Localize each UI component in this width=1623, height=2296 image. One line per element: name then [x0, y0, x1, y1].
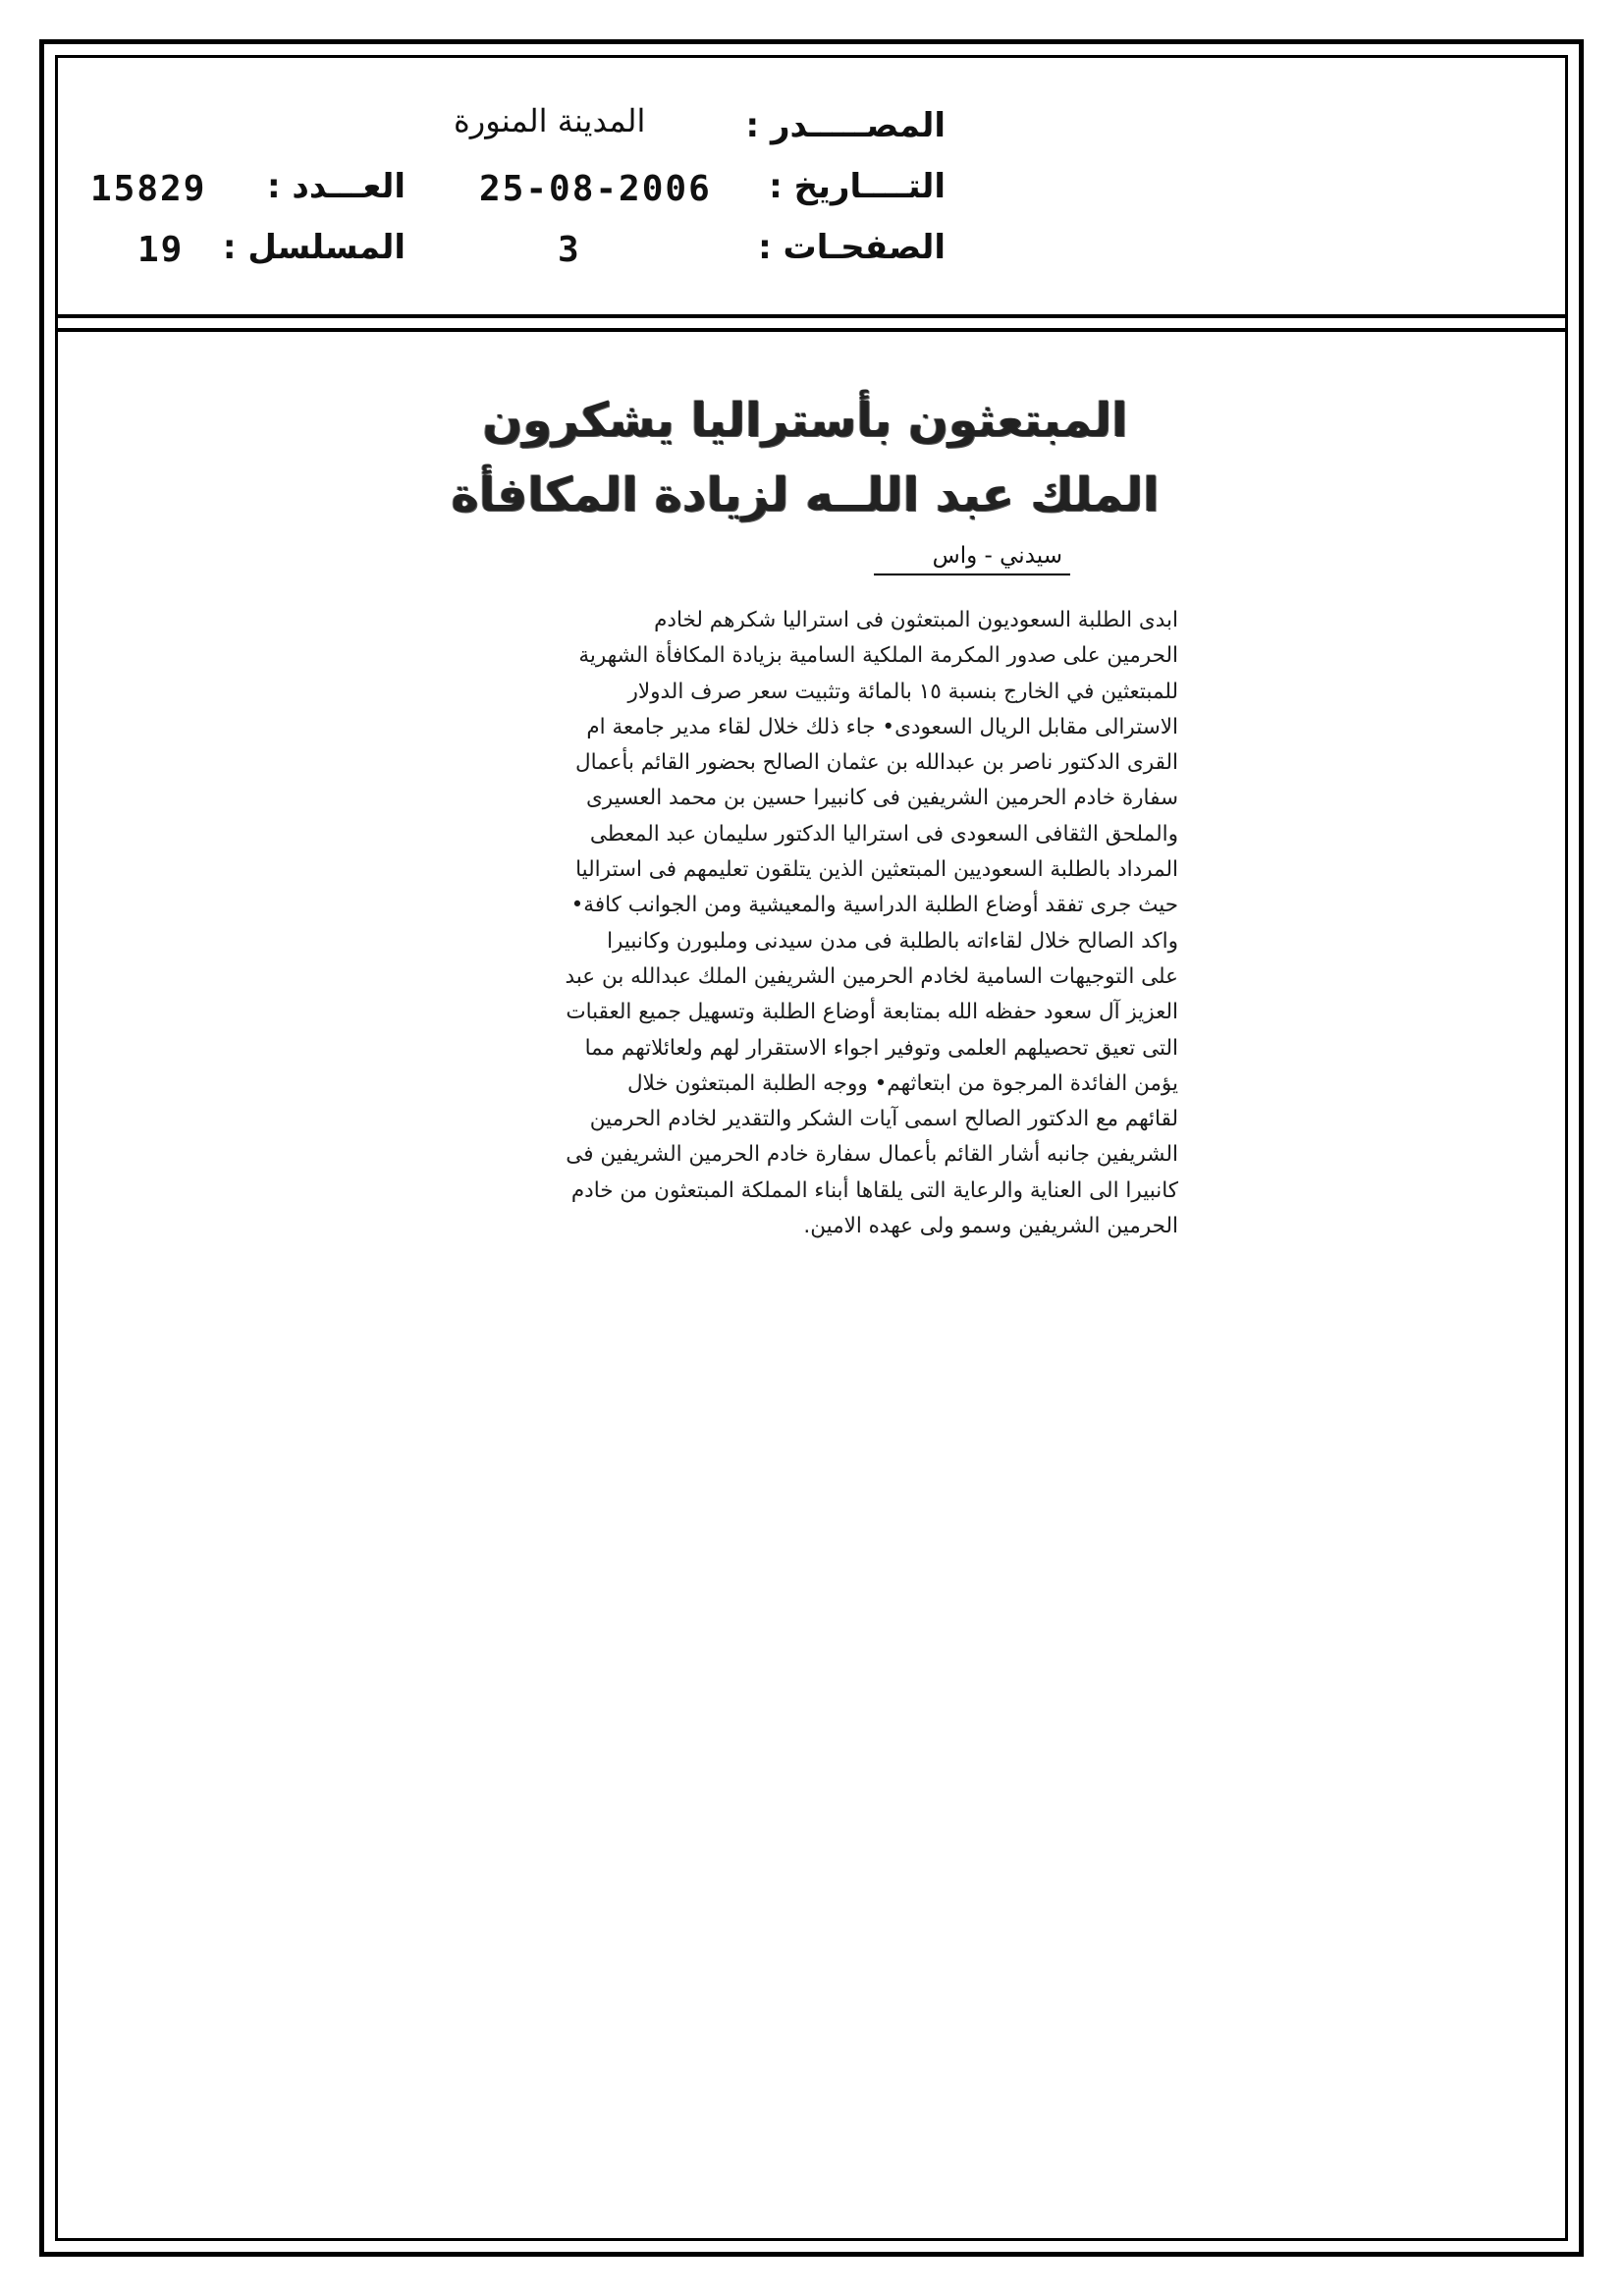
article-byline: سيدني - واس	[874, 538, 1070, 575]
article-headline	[432, 383, 1178, 532]
body-line: حيث جرى تفقد أوضاع الطلبة الدراسية والمعيشية ومن الجوانب كافة•	[570, 893, 1178, 918]
body-line: على التوجيهات السامية لخادم الحرمين الشريفين الملك عبدالله بن عبد	[565, 963, 1178, 989]
body-line: العزيز آل سعود حفظه الله بمتابعة أوضاع الطلبة وتسهيل جميع العقبات	[566, 1000, 1178, 1025]
body-line: للمبتعثين في الخارج بنسبة ١٥ بالمائة وتثبيت سعر صرف الدولار	[627, 679, 1178, 704]
issue-label: العـــدد :	[267, 167, 406, 206]
body-line: والملحق الثقافى السعودى فى استراليا الدكتور سليمان عبد المعطى	[589, 821, 1178, 847]
body-line: كانبيرا الى العناية والرعاية التى يلقاها أبناء المملكة المبتعثون من خادم	[570, 1177, 1178, 1203]
body-line: يؤمن الفائدة المرجوة من ابتعاثهم• ووجه الطلبة المبتعثون خلال	[626, 1070, 1178, 1096]
body-line: القرى الدكتور ناصر بن عبدالله بن عثمان الصالح بحضور القائم بأعمال	[574, 750, 1178, 776]
body-line: واكد الصالح خلال لقاءاته بالطلبة فى مدن سيدنى وملبورن وكانبيرا	[607, 928, 1178, 954]
issue-value: 15829	[90, 169, 207, 209]
source-value: المدينة المنورة	[454, 102, 646, 139]
header-divider-secondary	[55, 328, 1568, 332]
headline-line-2: الملك عبد اللــه لزيادة المكافأة	[451, 467, 1160, 522]
serial-label: المسلسل :	[222, 228, 406, 267]
serial-value: 19	[137, 230, 185, 270]
pages-label: الصفحـات :	[758, 228, 946, 267]
body-line: الحرمين الشريفين وسمو ولى عهده الامين.	[803, 1214, 1178, 1239]
header-divider	[55, 314, 1568, 318]
body-line: التى تعيق تحصيلهم العلمى وتوفير اجواء الاستقرار لهم ولعائلاتهم مما	[584, 1035, 1178, 1061]
body-line: الحرمين على صدور المكرمة الملكية السامية بزيادة المكافأة الشهرية	[578, 643, 1178, 669]
article-clipping	[432, 383, 1178, 1244]
body-line: ابدى الطلبة السعوديون المبتعثون فى استراليا شكرهم لخادم	[654, 608, 1178, 632]
byline-container	[432, 538, 1178, 581]
date-label: التــــاريخ :	[769, 167, 946, 206]
body-line: الاسترالى مقابل الريال السعودى• جاء ذلك خلال لقاء مدير جامعة ام	[586, 714, 1178, 739]
body-line: المرداد بالطلبة السعوديين المبتعثين الذين يتلقون تعليمهم فى استراليا	[575, 857, 1178, 883]
body-line: لقائهم مع الدكتور الصالح اسمى آيات الشكر والتقدير لخادم الحرمين	[589, 1107, 1178, 1132]
article-body	[432, 603, 1178, 1244]
body-line: سفارة خادم الحرمين الشريفين فى كانبيرا حسين بن محمد العسيرى	[585, 786, 1178, 811]
body-line: الشريفين جانبه أشار القائم بأعمال سفارة خادم الحرمين الشريفين فى	[566, 1142, 1178, 1168]
source-label: المصـــــدر :	[745, 106, 946, 145]
pages-value: 3	[558, 230, 581, 270]
date-value: 25-08-2006	[479, 169, 712, 209]
headline-line-1: المبتعثون بأستراليا يشكرون	[482, 393, 1128, 448]
